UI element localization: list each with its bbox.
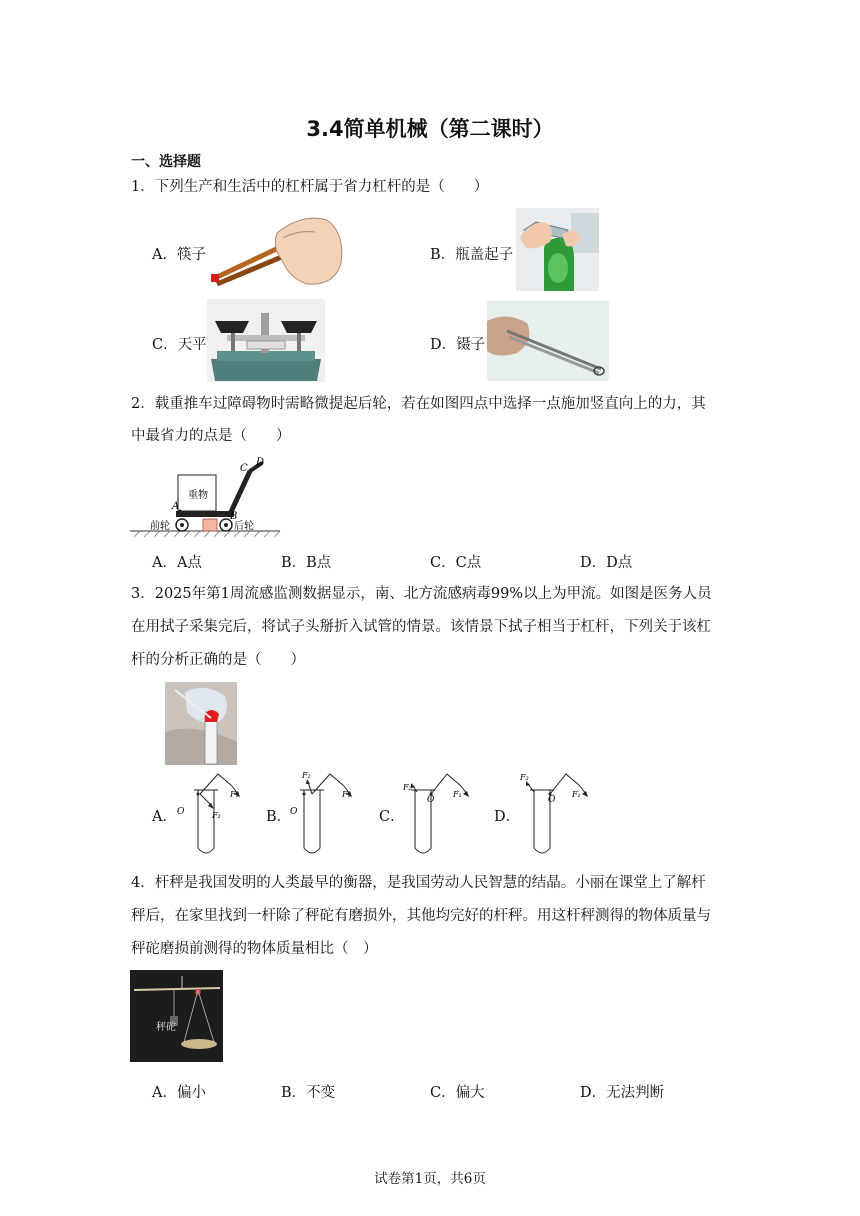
q3-option-d-diagram — [514, 770, 588, 856]
q3b-f1-label: F₁ — [342, 790, 351, 799]
q3-option-c-diagram — [399, 770, 473, 856]
question-3-stem-line2: 在用拭子采集完后，将试子头掰折入试管的情景。该情景下拭子相当于杠杆，下列关于该杠 — [131, 619, 711, 635]
question-2-stem-line1: 2．载重推车过障碍物时需略微提起后轮，若在如图四点中选择一点施加竖直向上的力，其 — [131, 396, 706, 412]
q2-option-a[interactable]: A．A点 — [152, 555, 202, 571]
q3a-o-label: O — [177, 807, 185, 817]
bottle-opener-image — [516, 208, 599, 291]
q3c-o-label: O — [427, 795, 435, 805]
page-footer: 试卷第1页，共6页 — [374, 1171, 486, 1187]
q3b-f2-label: F₂ — [302, 771, 311, 780]
q2-option-c[interactable]: C．C点 — [430, 555, 482, 571]
cart-rear-wheel-label: 后轮 — [234, 521, 254, 532]
cart-front-wheel-label: 前轮 — [150, 521, 170, 532]
cart-point-d-label: D — [256, 457, 265, 468]
q3-option-d[interactable]: D． — [494, 809, 521, 825]
q3a-f1-label: F₁ — [230, 790, 239, 799]
q4-option-c[interactable]: C．偏大 — [430, 1085, 485, 1101]
q3-option-b[interactable]: B． — [266, 809, 292, 825]
q1-option-a[interactable]: A．筷子 — [152, 247, 206, 263]
swab-photo — [165, 682, 237, 765]
q1-option-c[interactable]: C．天平 — [152, 337, 207, 353]
question-4-stem-line2: 秤后，在家里找到一杆除了秤砣有磨损外，其他均完好的杆秤。用这杆秤测得的物体质量与 — [131, 908, 711, 924]
question-3-stem-line1: 3．2025年第1周流感监测数据显示，南、北方流感病毒99%以上为甲流。如图是医务人员 — [131, 586, 712, 602]
q3d-f2-label: F₂ — [520, 773, 529, 782]
steelyard-weight-label: 秤砣 — [156, 1022, 176, 1033]
steelyard-photo — [130, 970, 223, 1062]
q3-option-a-diagram — [172, 770, 246, 856]
q4-option-d[interactable]: D．无法判断 — [580, 1085, 665, 1101]
cart-weight-label: 重物 — [188, 490, 208, 501]
q4-option-b[interactable]: B．不变 — [281, 1085, 336, 1101]
q1-option-b[interactable]: B．瓶盖起子 — [430, 247, 514, 263]
q2-option-b[interactable]: B．B点 — [281, 555, 332, 571]
q3-option-b-diagram — [286, 770, 360, 856]
q2-option-d[interactable]: D．D点 — [580, 555, 633, 571]
q3-option-a[interactable]: A． — [152, 809, 177, 825]
q3d-f1-label: F₁ — [572, 790, 581, 799]
page-title: 3.4简单机械（第二课时） — [306, 117, 554, 141]
cart-point-b-label: B — [230, 511, 238, 522]
chopsticks-image — [207, 208, 347, 288]
cart-diagram — [130, 455, 282, 537]
q3-option-c[interactable]: C． — [379, 809, 405, 825]
question-4-stem-line1: 4．杆秤是我国发明的人类最早的衡器，是我国劳动人民智慧的结晶。小丽在课堂上了解杆 — [131, 875, 706, 891]
q1-option-d[interactable]: D．镊子 — [430, 337, 486, 353]
tweezers-image — [487, 301, 609, 381]
question-4-stem-line3: 秤砣磨损前测得的物体质量相比（ ） — [131, 941, 378, 957]
q3d-o-label: O — [548, 795, 556, 805]
balance-scale-image — [207, 299, 325, 382]
q4-option-a[interactable]: A．偏小 — [152, 1085, 206, 1101]
q3c-f1-label: F₁ — [453, 790, 462, 799]
q3c-f2-label: F₂ — [403, 783, 412, 792]
question-2-stem-line2: 中最省力的点是（ ） — [131, 428, 291, 444]
q3a-f2-label: F₂ — [212, 811, 221, 820]
question-3-stem-line3: 杆的分析正确的是（ ） — [131, 652, 305, 668]
cart-point-a-label: A — [172, 501, 180, 512]
q3b-o-label: O — [290, 807, 298, 817]
cart-point-c-label: C — [240, 463, 248, 474]
question-1-stem: 1．下列生产和生活中的杠杆属于省力杠杆的是（ ） — [131, 179, 489, 195]
section-heading: 一、选择题 — [131, 154, 201, 170]
